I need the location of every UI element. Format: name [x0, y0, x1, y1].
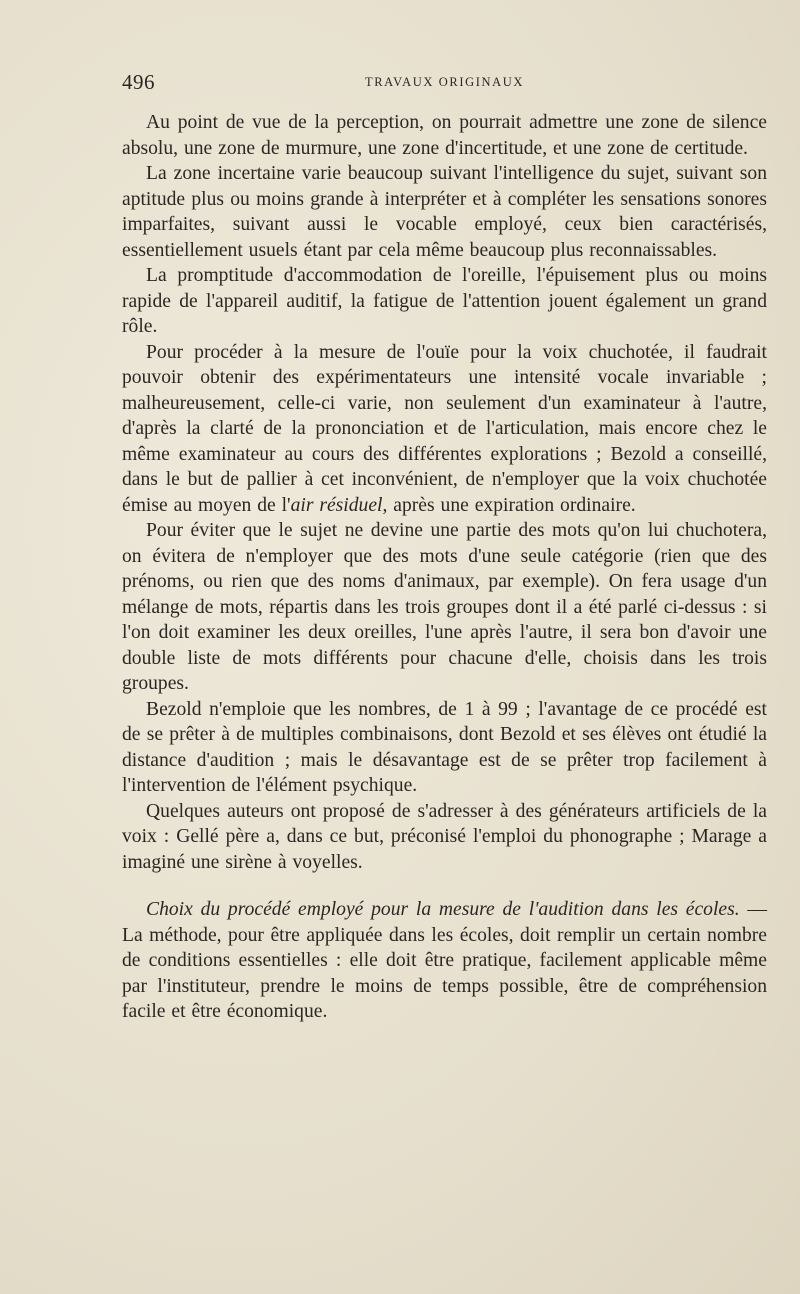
paragraph-text: — La méthode, pour être appliquée dans les écoles, doit remplir un certain nombre de conditions essentielles : elle doit être pratique, facilement applicable même par l'instituteur, prendre le moins de temps possible, être de compréhension facile et être économique.: [122, 899, 767, 1022]
paragraph-text: , après une expiration ordinaire.: [382, 494, 636, 516]
paragraph-whisper-measurement: [122, 340, 767, 519]
paragraph-word-categories: Pour éviter que le sujet ne devine une partie des mots qu'on lui chuchotera, on évitera de n'employer que des mots d'une seule catégorie (rien que des prénoms, ou rien que des noms d'animaux, par exemple). On fera usage d'un mélange de mots, répartis dans les trois groupes dont il a été parlé ci-dessus : si l'on doit examiner les deux oreilles, l'une après l'autre, il sera bon d'avoir une double liste de mots différents pour chacune d'elle, choisis dans les trois groupes.: [122, 520, 767, 694]
section-title: Choix du procédé employé pour la mesure de l'audition dans les écoles.: [146, 899, 740, 920]
running-title: TRAVAUX ORIGINAUX: [364, 75, 525, 89]
page-number: 496: [122, 70, 155, 94]
paragraph-accommodation: La promptitude d'accommodation de l'oreille, l'épuisement plus ou moins rapide de l'appareil auditif, la fatigue de l'attention jouent également un grand rôle.: [122, 265, 767, 337]
paragraph-artificial-generators: Quelques auteurs ont proposé de s'adresser à des générateurs artificiels de la voix : Gellé père a, dans ce but, préconisé l'emploi du phonographe ; Marage a imaginé une sirène à voyelles.: [122, 800, 767, 873]
paragraph-text: Pour procéder à la mesure de l'ouïe pour la voix chuchotée, il faudrait pouvoir obtenir des expérimentateurs une intensité vocale invariable ; malheureusement, celle-ci varie, non seulement d'un examinateur à l'autre, d'après la clarté de la prononciation et de l'articulation, mais encore chez le même examinateur au cours des différentes explorations ; Bezold a conseillé, dans le but de pallier à cet inconvénient, de n'employer que la voix chuchotée émise au moyen de l': [122, 341, 767, 516]
emphasis-air-residuel: air résiduel: [290, 494, 383, 516]
page-header: [122, 70, 767, 100]
paragraph-bezold-numbers: Bezold n'emploie que les nombres, de 1 à 99 ; l'avantage de ce procédé est de se prêter à de multiples combinaisons, dont Bezold et ses élèves ont étudié la distance d'audition ; mais le désavantage est de se prêter trop facilement à l'intervention de l'élément psychique.: [122, 698, 767, 796]
paragraph-method-choice: [122, 897, 767, 1025]
body-text: [122, 110, 767, 1025]
paragraph-uncertain-zone: La zone incertaine varie beaucoup suivant l'intelligence du sujet, suivant son aptitude plus ou moins grande à interpréter et à compléter les sensations sonores imparfaites, suivant aussi le vocable employé, ceux bien caractérisés, essentiellement usuels étant par cela même beaucoup plus reconnaissables.: [122, 163, 767, 261]
paragraph-perception-zones: Au point de vue de la perception, on pourrait admettre une zone de silence absolu, une zone de murmure, une zone d'incertitude, et une zone de certitude.: [122, 112, 767, 159]
